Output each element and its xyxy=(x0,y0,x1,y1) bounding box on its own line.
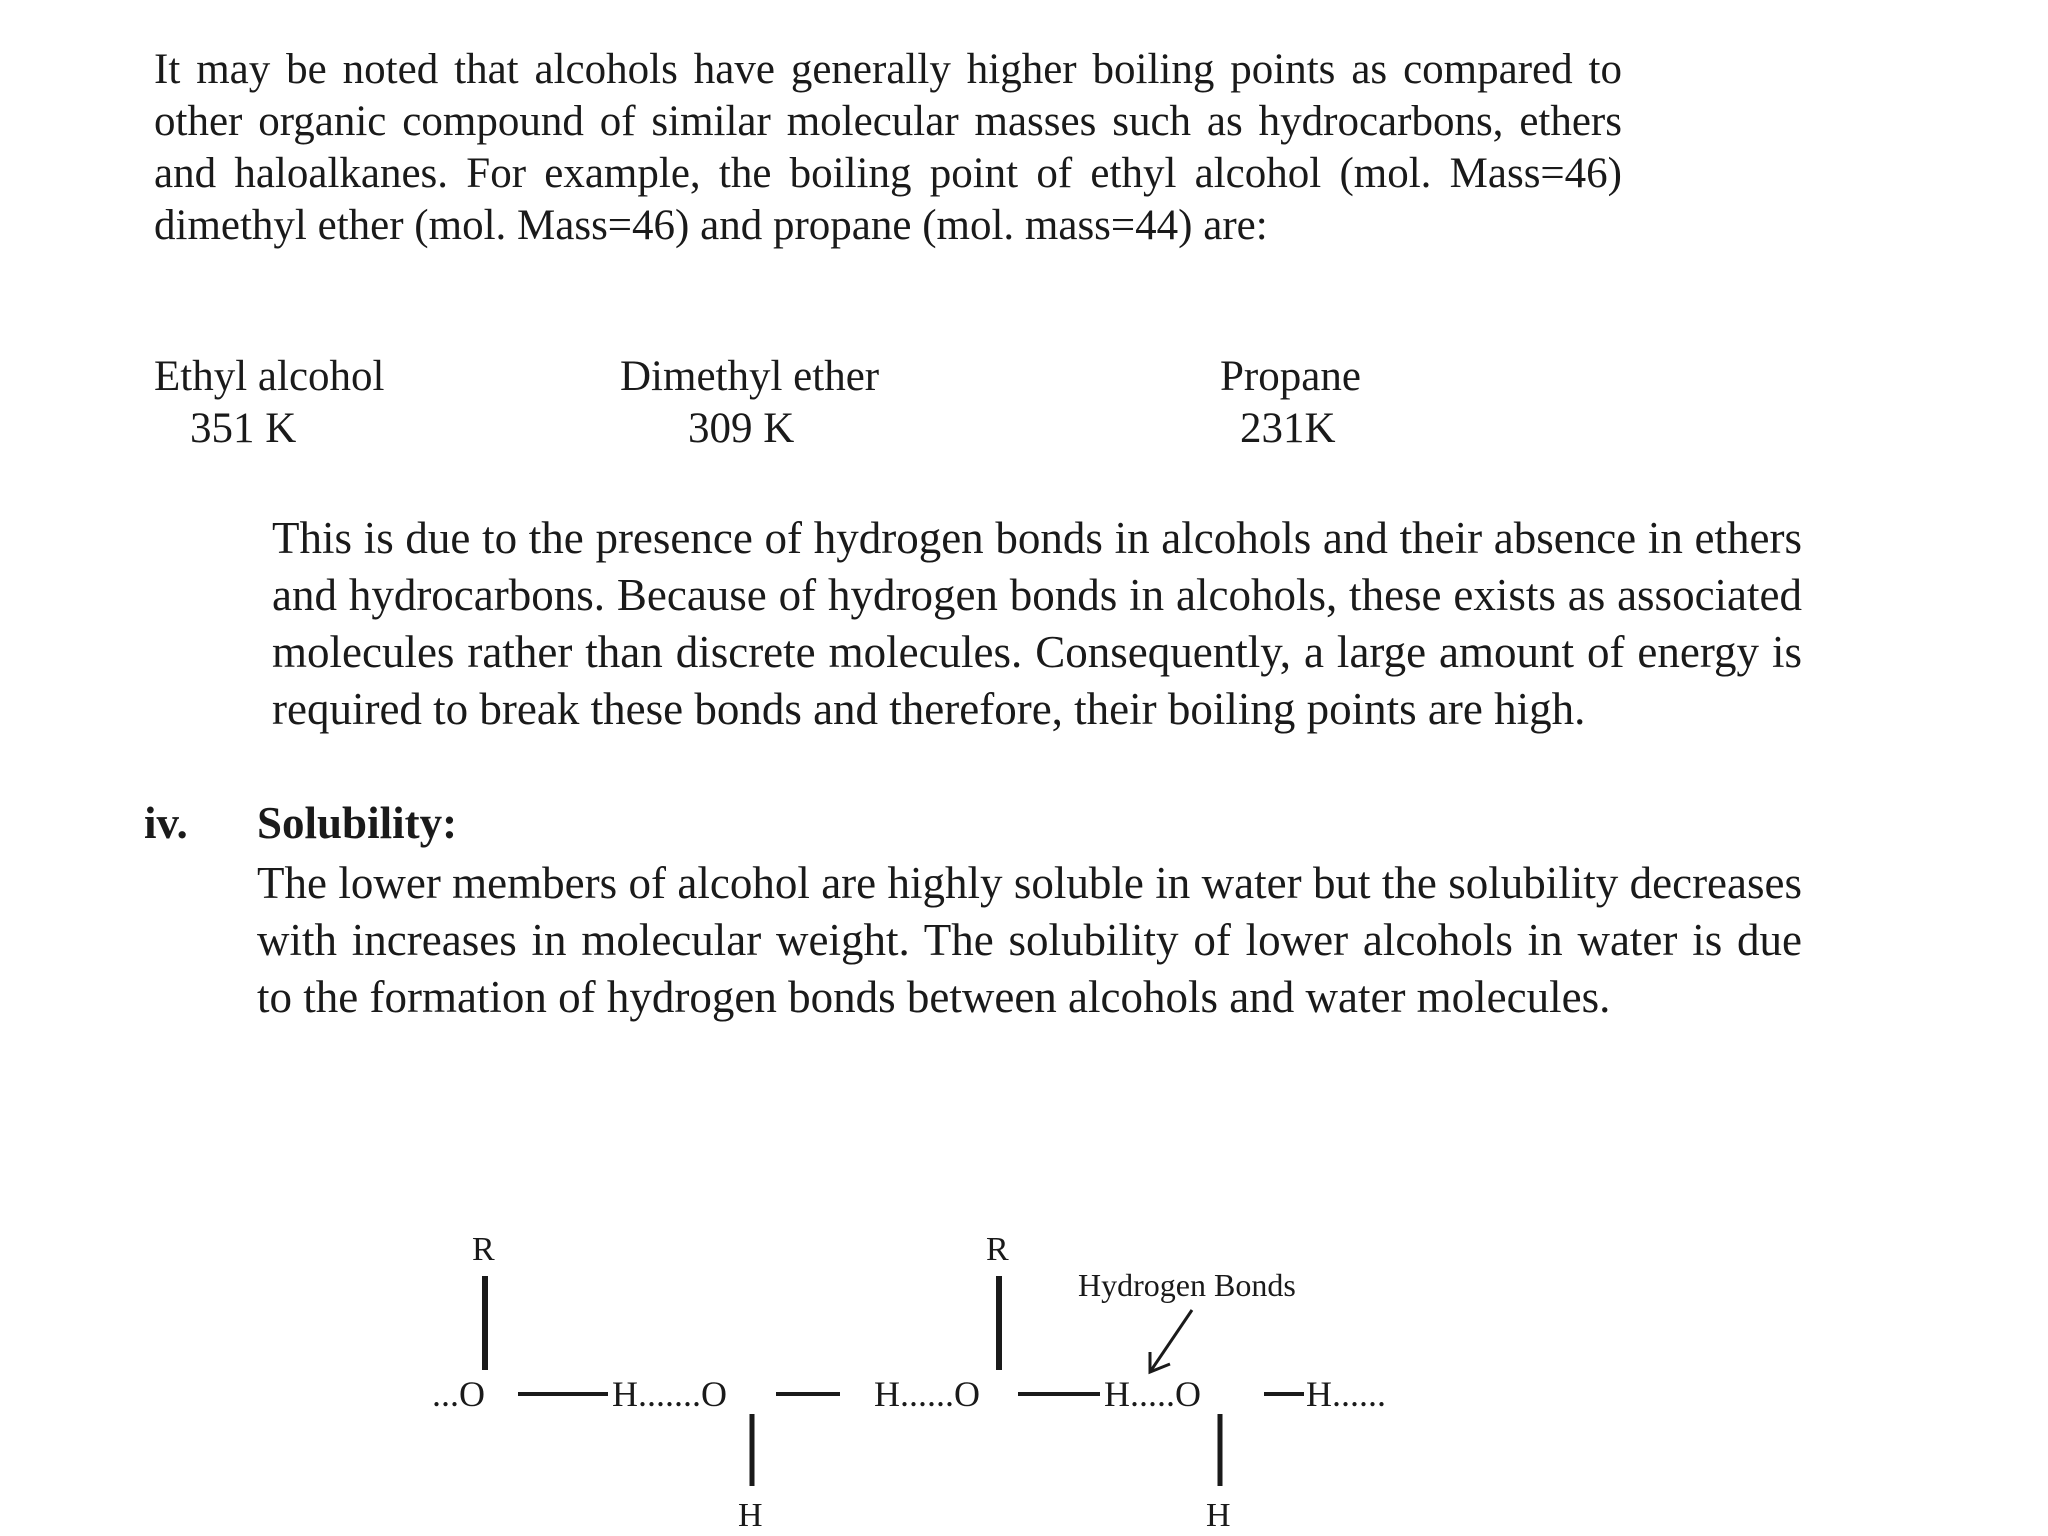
boiling-point-paragraph: It may be noted that alcohols have generally higher boiling points as compared to other organic compound of similar molecular masses such as hydrocarbons, ethers and haloalkanes. For example, the boiling point of ethyl alcohol (mol. Mass=46) dimethyl ether (mol. Mass=46) and propane (mol. mass=44) are: xyxy=(154,46,1622,249)
dimethyl-ether-bp: 309 K xyxy=(688,405,795,452)
dimethyl-ether-label: Dimethyl ether xyxy=(620,353,880,400)
propane-label: Propane xyxy=(1220,353,1361,400)
hydrogen-bonds-label: Hydrogen Bonds xyxy=(1078,1267,1296,1303)
section-number: iv. xyxy=(144,798,188,848)
r-group-1: R xyxy=(472,1231,495,1268)
hydrogen-below-2: H xyxy=(1206,1497,1231,1534)
chain-segment-4: H.....O xyxy=(1104,1374,1201,1414)
hydrogen-bond-diagram xyxy=(0,1200,2048,1536)
hydrogen-bond-paragraph: This is due to the presence of hydrogen bonds in alcohols and their absence in ethers and hydrocarbons. Because of hydrogen bonds in alcohols, these exists as associated molecules rather than discrete molecules. Consequently, a large amount of energy is required to break these bonds and therefore, their boiling points are high. xyxy=(272,513,1802,734)
solubility-paragraph: The lower members of alcohol are highly soluble in water but the solubility decreases with increases in molecular weight. The solubility of lower alcohols in water is due to the formation of hydrogen bonds between alcohols and water molecules. xyxy=(257,858,1802,1022)
hydrogen-below-1: H xyxy=(738,1497,763,1534)
r-group-2: R xyxy=(986,1231,1009,1268)
chain-oxygen-1: ...O xyxy=(432,1374,485,1414)
ethyl-alcohol-bp: 351 K xyxy=(190,405,297,452)
section-title: Solubility: xyxy=(257,798,458,848)
chain-segment-5: H...... xyxy=(1306,1374,1386,1414)
ethyl-alcohol-label: Ethyl alcohol xyxy=(154,353,385,400)
arrow-icon xyxy=(1150,1310,1192,1372)
chain-segment-3: H......O xyxy=(874,1374,980,1414)
chain-segment-2: H.......O xyxy=(612,1374,727,1414)
propane-bp: 231K xyxy=(1240,405,1336,452)
